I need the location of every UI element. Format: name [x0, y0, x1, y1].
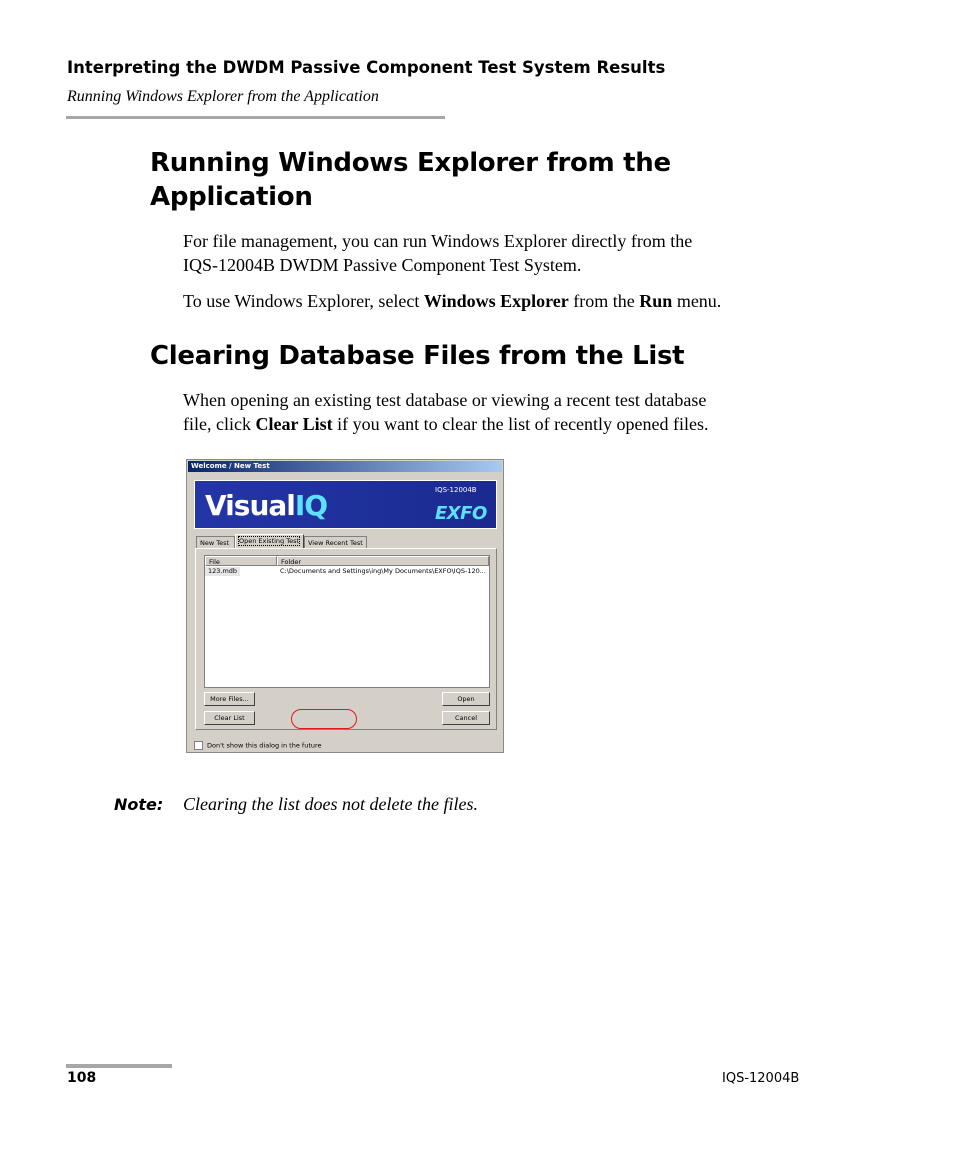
para-line: When opening an existing test database or viewing a recent test database — [183, 390, 707, 410]
heading-line-1: Running Windows Explorer from the — [150, 148, 671, 178]
dialog-title-bar[interactable]: Welcome / New Test — [188, 461, 502, 472]
banner-model: IQS-12004B — [435, 486, 477, 494]
column-header-folder[interactable]: Folder — [277, 556, 489, 566]
tab-label: Open Existing Test — [239, 537, 300, 545]
paragraph-select-explorer — [183, 289, 721, 313]
button-name: Clear List — [255, 414, 333, 434]
logo-iq: IQ — [294, 489, 328, 522]
para-line: For file management, you can run Windows Explorer directly from the — [183, 231, 693, 251]
tab-open-existing-test[interactable] — [235, 534, 304, 548]
para-text: from the — [568, 291, 640, 311]
menu-name: Run — [639, 291, 673, 311]
cancel-button[interactable]: Cancel — [442, 711, 490, 725]
clear-list-button[interactable]: Clear List — [204, 711, 255, 725]
chapter-title: Interpreting the DWDM Passive Component Test System Results — [67, 58, 666, 77]
para-text: To use Windows Explorer, select — [183, 291, 424, 311]
table-row[interactable] — [205, 567, 489, 576]
page-number: 108 — [67, 1070, 97, 1086]
file-list[interactable] — [204, 555, 490, 688]
menu-item-name: Windows Explorer — [423, 291, 569, 311]
header-rule — [66, 116, 445, 119]
visualiq-banner — [194, 480, 497, 529]
section-heading-clearing-files: Clearing Database Files from the List — [150, 341, 685, 371]
exfo-logo: EXFO — [435, 503, 487, 524]
heading-line-2: Application — [150, 182, 313, 212]
folder-cell: C:\Documents and Settings\ing\My Documents\EXFO\IQS-120... — [280, 567, 486, 575]
checkbox-label: Don't show this dialog in the future — [207, 741, 322, 750]
checkbox-box[interactable] — [194, 741, 203, 750]
more-files-button[interactable]: More Files... — [204, 692, 255, 706]
file-cell[interactable]: 123.mdb — [205, 567, 240, 576]
column-header-file[interactable]: File — [205, 556, 277, 566]
dont-show-checkbox[interactable] — [194, 741, 322, 750]
open-button[interactable]: Open — [442, 692, 490, 706]
tab-new-test[interactable]: New Test — [196, 536, 235, 548]
note-text: Clearing the list does not delete the files. — [183, 794, 478, 814]
section-heading-windows-explorer — [150, 146, 671, 214]
logo-visual: Visual — [205, 489, 295, 522]
footer-rule — [66, 1064, 172, 1068]
tab-panel — [195, 548, 497, 730]
section-subtitle: Running Windows Explorer from the Application — [67, 88, 379, 105]
footer-model: IQS-12004B — [722, 1071, 800, 1086]
paragraph-clear-list — [183, 388, 709, 436]
para-text: file, click — [183, 414, 256, 434]
para-text: menu. — [672, 291, 722, 311]
highlight-ellipse — [291, 709, 357, 729]
para-text: if you want to clear the list of recently opened files. — [332, 414, 709, 434]
tab-view-recent-test[interactable]: View Recent Test — [304, 536, 367, 548]
paragraph-file-management — [183, 229, 692, 277]
visualiq-logo — [205, 491, 327, 521]
para-line: IQS-12004B DWDM Passive Component Test System. — [183, 255, 582, 275]
note-label: Note: — [114, 795, 164, 814]
